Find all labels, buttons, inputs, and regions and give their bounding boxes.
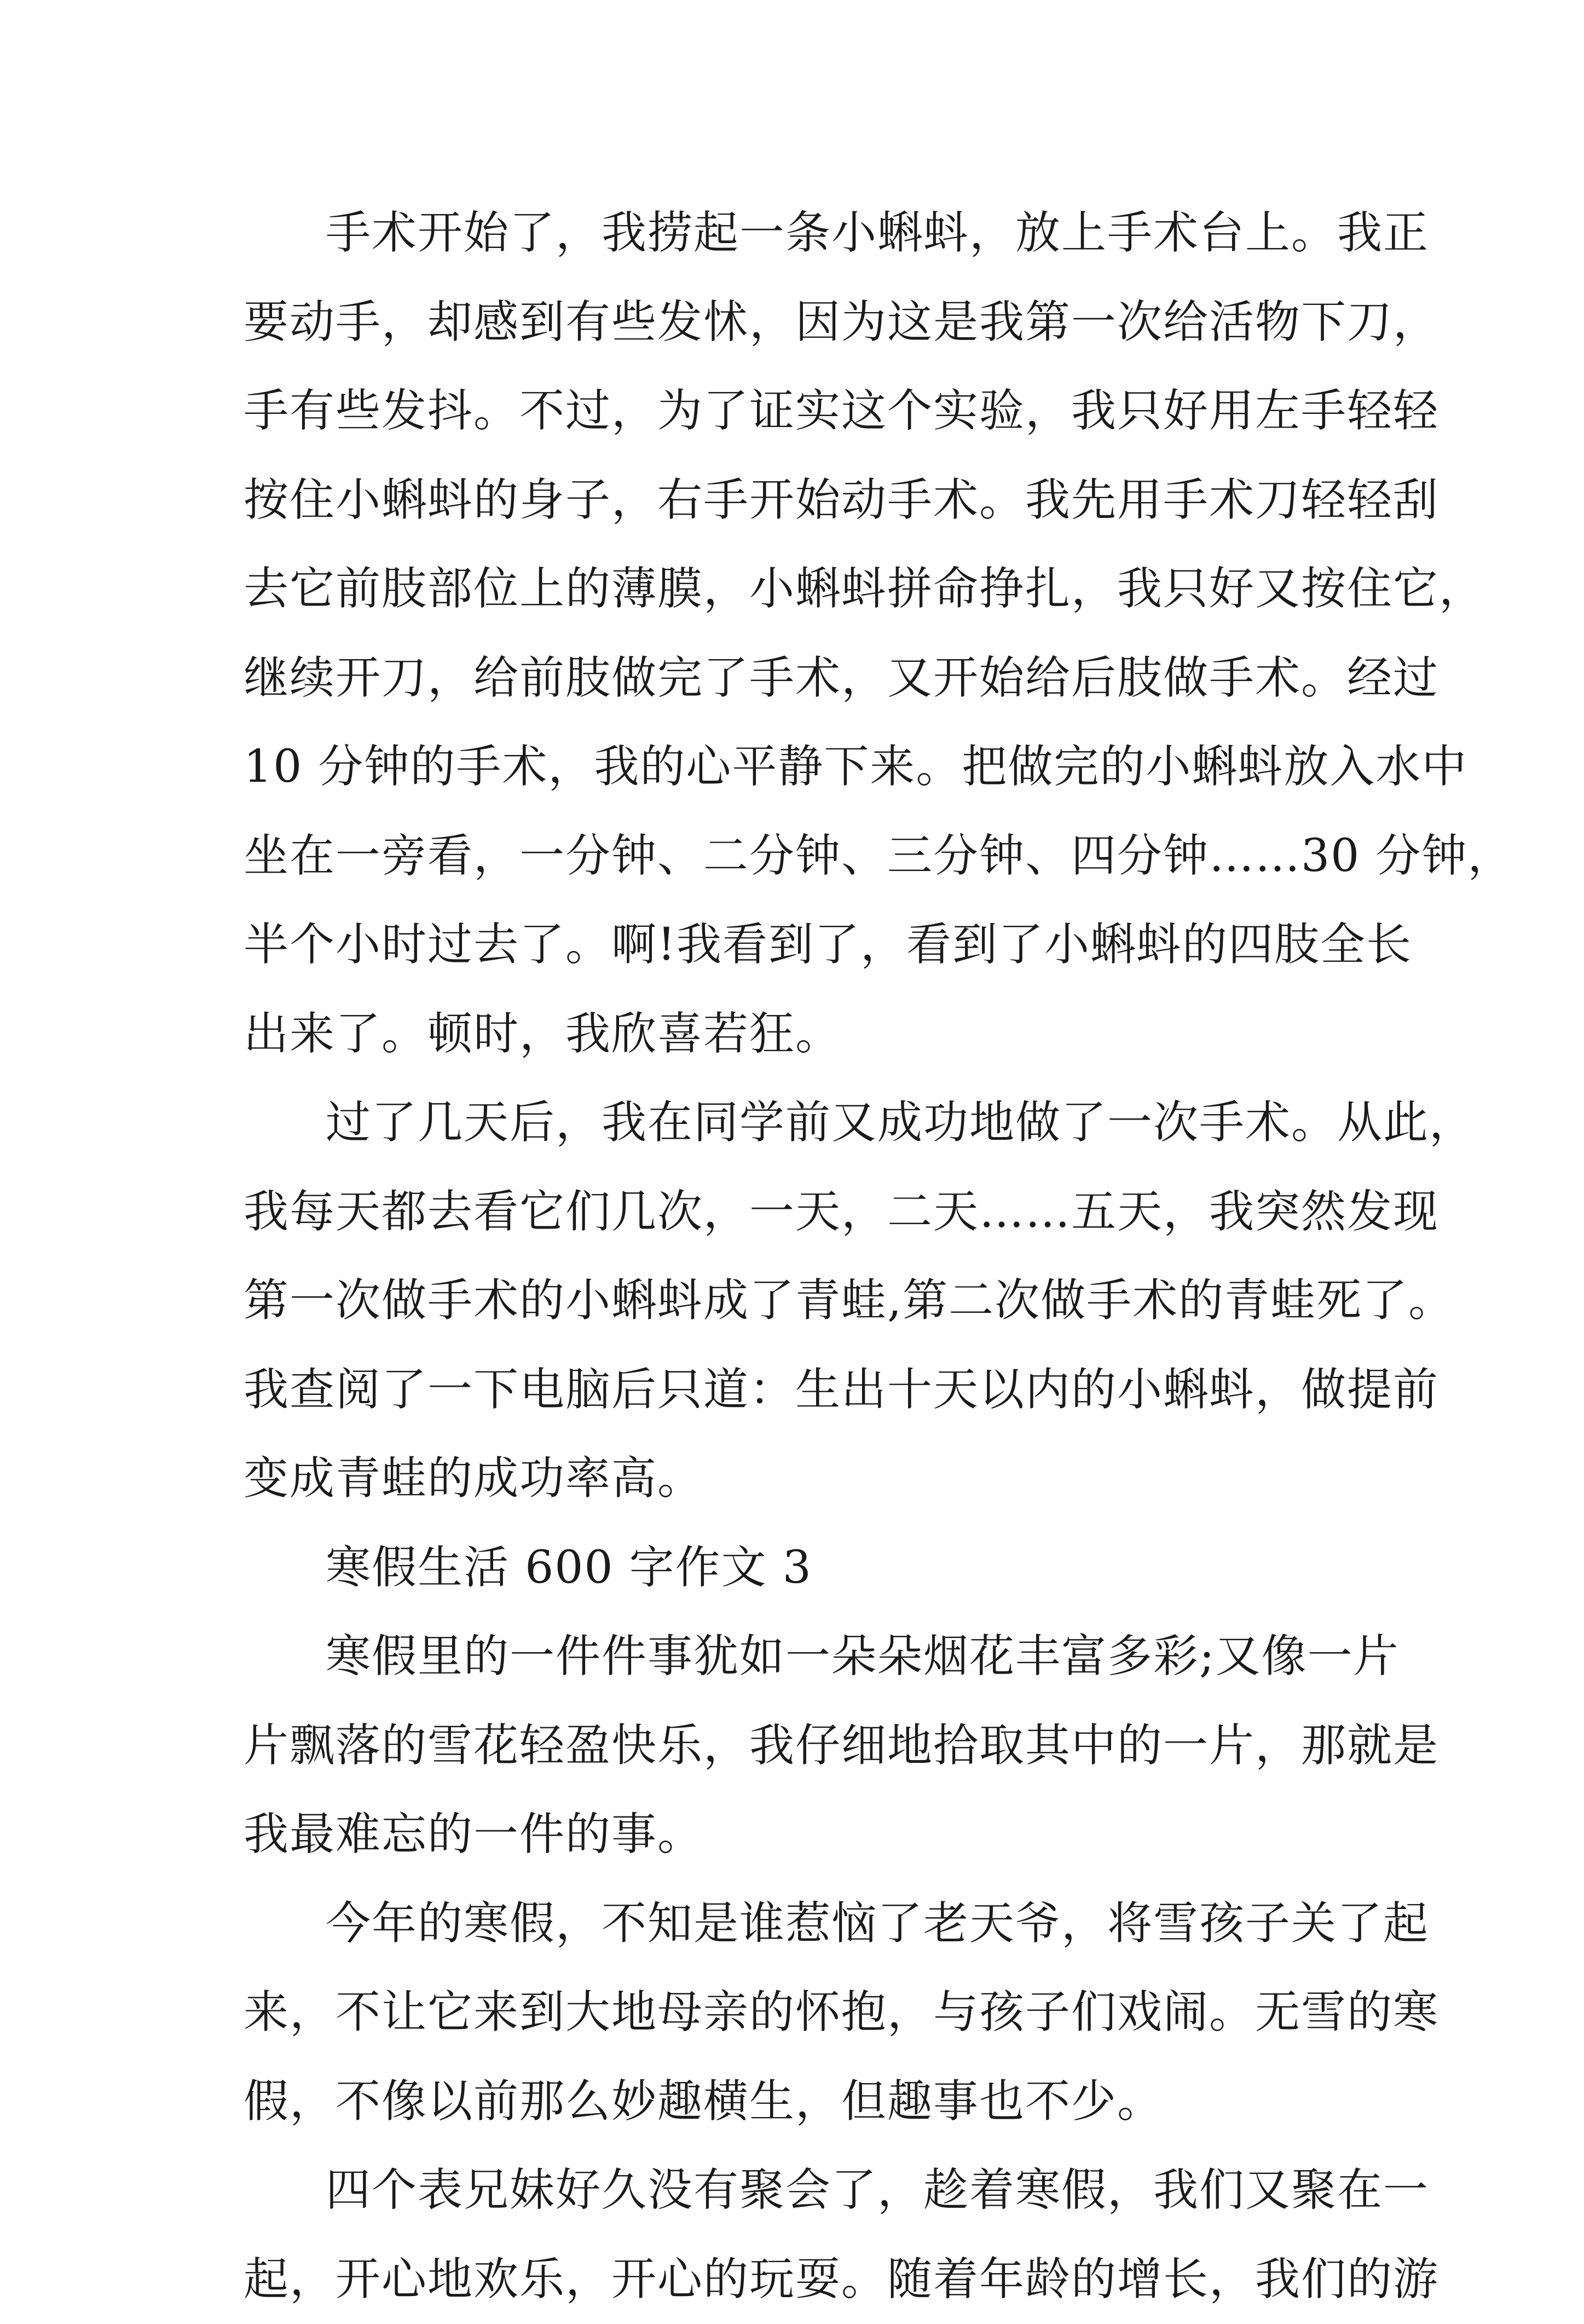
- text-line: 我查阅了一下电脑后只道：生出十天以内的小蝌蚪，做提前: [244, 1346, 1355, 1435]
- text-line: 10 分钟的手术，我的心平静下来。把做完的小蝌蚪放入水中: [244, 723, 1355, 812]
- text-line: 四个表兄妹好久没有聚会了，趁着寒假，我们又聚在一: [244, 2146, 1355, 2235]
- text-line: 起，开心地欢乐，开心的玩耍。随着年龄的增长，我们的游: [244, 2235, 1355, 2324]
- text-line: 出来了。顿时，我欣喜若狂。: [244, 990, 1355, 1079]
- text-line: 过了几天后，我在同学前又成功地做了一次手术。从此，: [244, 1079, 1355, 1168]
- text-line: 来，不让它来到大地母亲的怀抱，与孩子们戏闹。无雪的寒: [244, 1968, 1355, 2057]
- text-line: 寒假里的一件件事犹如一朵朵烟花丰富多彩;又像一片: [244, 1612, 1355, 1702]
- body-text: [244, 189, 1355, 2324]
- text-line: 要动手，却感到有些发怵，因为这是我第一次给活物下刀，: [244, 278, 1355, 367]
- text-line: 手术开始了，我捞起一条小蝌蚪，放上手术台上。我正: [244, 189, 1355, 278]
- section-heading: 寒假生活 600 字作文 3: [244, 1524, 1355, 1613]
- text-line: 今年的寒假，不知是谁惹恼了老天爷，将雪孩子关了起: [244, 1879, 1355, 1969]
- text-line: 去它前肢部位上的薄膜，小蝌蚪拼命挣扎，我只好又按住它，: [244, 545, 1355, 634]
- text-line: 我每天都去看它们几次，一天，二天……五天，我突然发现: [244, 1168, 1355, 1257]
- text-line: 半个小时过去了。啊!我看到了，看到了小蝌蚪的四肢全长: [244, 901, 1355, 990]
- text-line: 假，不像以前那么妙趣横生，但趣事也不少。: [244, 2057, 1355, 2147]
- text-line: 按住小蝌蚪的身子，右手开始动手术。我先用手术刀轻轻刮: [244, 456, 1355, 545]
- text-line: 继续开刀，给前肢做完了手术，又开始给后肢做手术。经过: [244, 634, 1355, 723]
- text-line: 手有些发抖。不过，为了证实这个实验，我只好用左手轻轻: [244, 367, 1355, 456]
- text-line: 坐在一旁看，一分钟、二分钟、三分钟、四分钟……30 分钟，: [244, 812, 1355, 901]
- text-line: 我最难忘的一件的事。: [244, 1790, 1355, 1879]
- text-line: 片飘落的雪花轻盈快乐，我仔细地拾取其中的一片，那就是: [244, 1702, 1355, 1791]
- text-line: 变成青蛙的成功率高。: [244, 1434, 1355, 1524]
- text-line: 第一次做手术的小蝌蚪成了青蛙,第二次做手术的青蛙死了。: [244, 1256, 1355, 1346]
